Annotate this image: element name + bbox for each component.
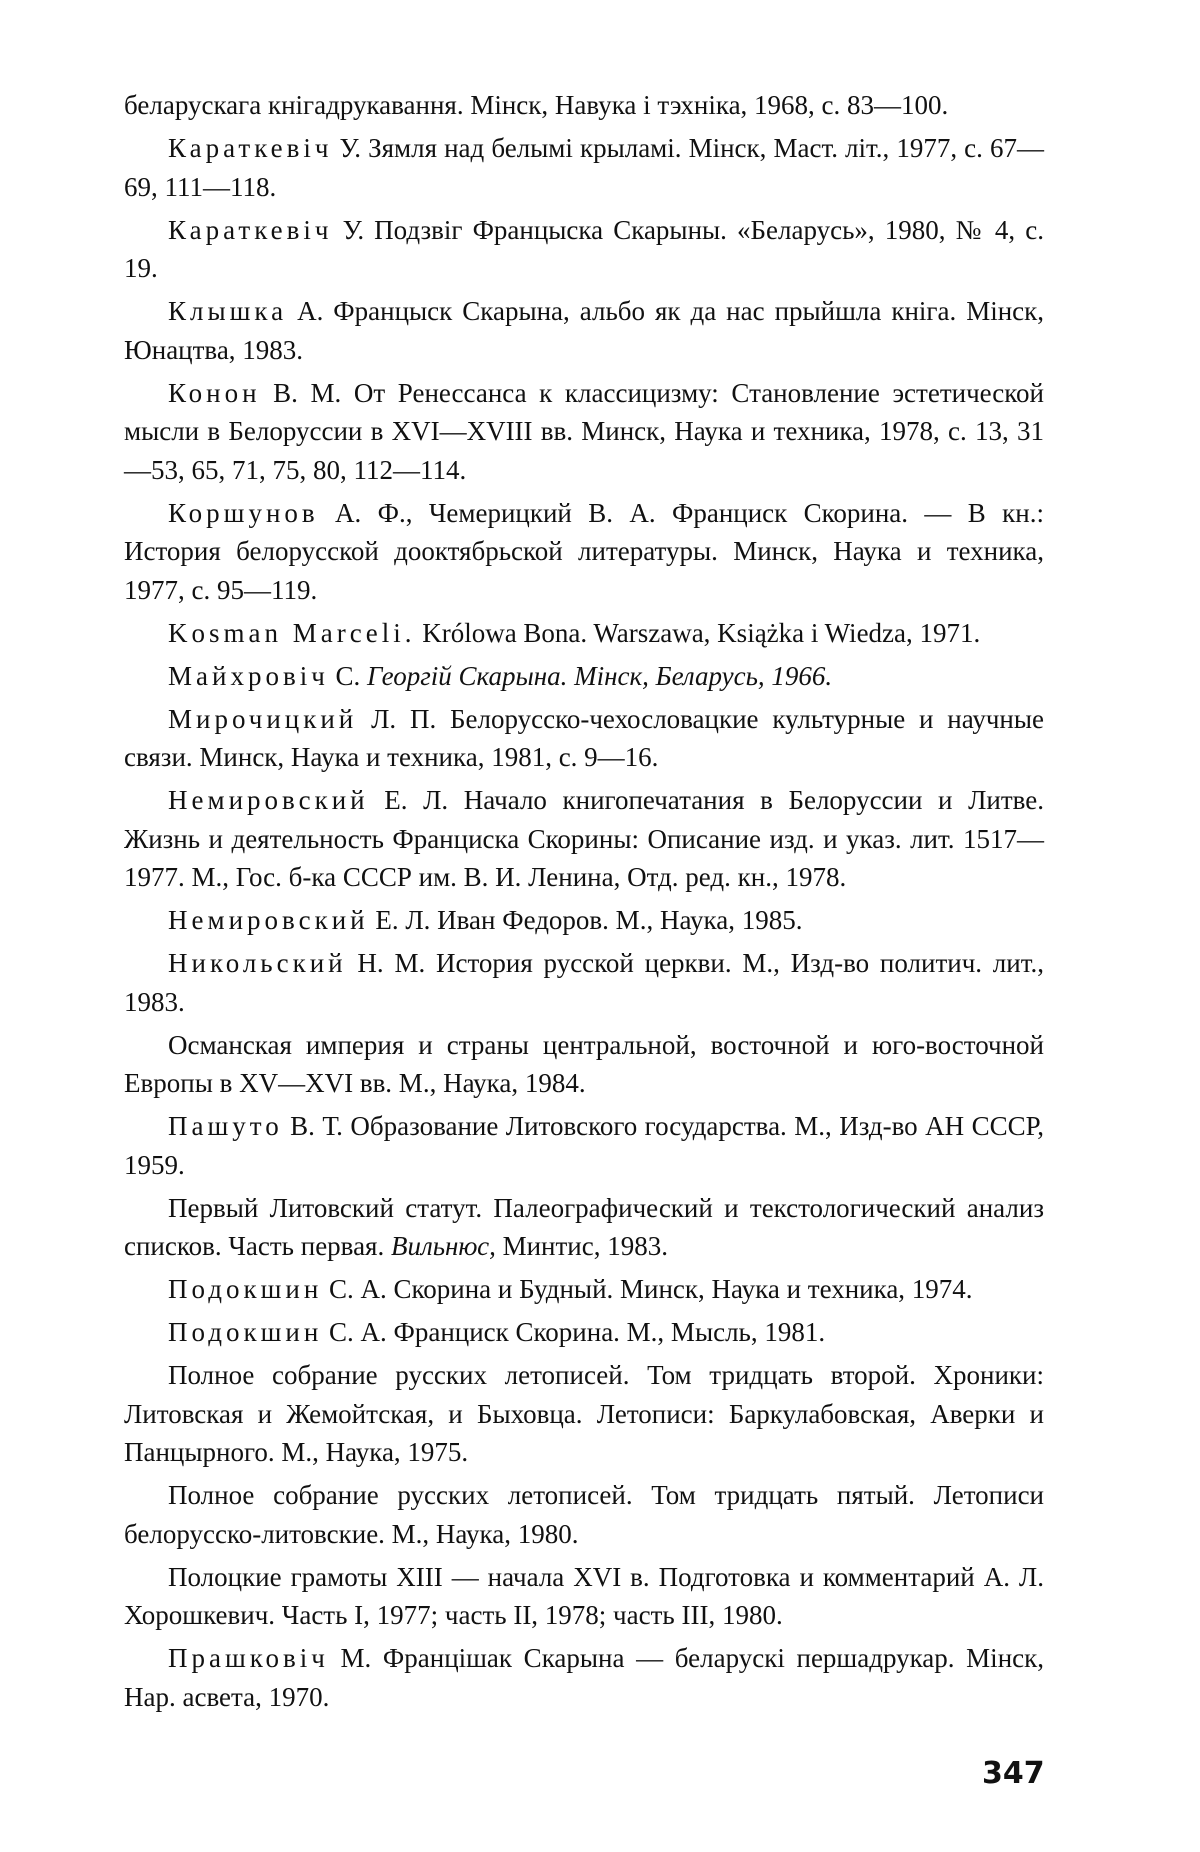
- entry-author: Никольский: [168, 948, 347, 978]
- entry-text: А. Францыск Скарына, альбо як да нас прыйшла кніга. Мінск, Юнацтва, 1983.: [124, 296, 1044, 365]
- entry-text: Н. М. История русской церкви. М., Изд-во политич. лит., 1983.: [124, 948, 1044, 1017]
- bibliography-entry: [124, 211, 1044, 288]
- entry-text: С.: [328, 660, 368, 691]
- entry-text: У. Подзвіг Францыска Скарыны. «Беларусь», 1980, № 4, с. 19.: [124, 214, 1044, 283]
- bibliography-entry: [124, 781, 1044, 897]
- entry-text: Л. П. Белорусско-чехословацкие культурные и научные связи. Минск, Наука и техника, 1981, с. 9—16.: [124, 703, 1044, 772]
- entry-text: У. Зямля над белымі крыламі. Мінск, Маст. літ., 1977, с. 67—69, 111—118.: [124, 133, 1044, 202]
- entry-text: Królowa Bona. Warszawa, Książka i Wiedza, 1971.: [415, 617, 981, 648]
- entry-text: беларускага кнігадрукавання. Мінск, Навука і тэхніка, 1968, с. 83—100.: [124, 90, 949, 120]
- entry-author: Коршунов: [168, 497, 319, 528]
- entry-author: Мирочицкий: [168, 703, 358, 734]
- entry-text: С. А. Франциск Скорина. М., Мысль, 1981.: [322, 1317, 826, 1347]
- bibliography-entry: [124, 1476, 1044, 1553]
- bibliography-entry: [124, 1026, 1044, 1103]
- bibliography-entry: [124, 1356, 1044, 1472]
- entry-tail-text: Минтис, 1983.: [495, 1231, 668, 1261]
- bibliography-entry: [124, 700, 1044, 777]
- entry-text: Османская империя и страны центральной, восточной и юго-восточной Европы в XV—XVI вв. М., Наука, 1984.: [124, 1029, 1044, 1098]
- entry-text: Полное собрание русских летописей. Том тридцать пятый. Летописи белорусско-литовские. М., Наука, 1980.: [124, 1480, 1044, 1549]
- entry-author: Пашуто: [168, 1111, 283, 1141]
- page-number: 347: [982, 1756, 1045, 1791]
- entry-italic-text: Вильнюс,: [390, 1231, 496, 1261]
- entry-author: Клышка: [168, 296, 288, 326]
- bibliography-entry: [124, 374, 1044, 490]
- bibliography-list: [124, 86, 1044, 1721]
- entry-text: Е. Л. Начало книгопечатания в Белоруссии и Литве. Жизнь и деятельность Франциска Скорины: Описание изд. и указ. лит. 1517—1977. М., Гос. б-ка СССР им. В. И. Ленина, Отд. ред. кн., 1978.: [124, 785, 1044, 892]
- entry-author: Подокшин: [168, 1317, 323, 1347]
- bibliography-entry: [124, 657, 1044, 696]
- entry-text: М. Францішак Скарына — беларускі першадрукар. Мінск, Нар. асвета, 1970.: [124, 1643, 1044, 1712]
- bibliography-entry: [124, 129, 1044, 206]
- entry-author: Прашковіч: [168, 1643, 329, 1673]
- entry-author: Конон: [168, 377, 261, 408]
- entry-text: Первый Литовский статут. Палеографический и текстологический анализ списков. Часть первая.: [124, 1192, 1044, 1261]
- entry-text: Е. Л. Иван Федоров. М., Наука, 1985.: [368, 905, 803, 935]
- entry-author: Майхровіч: [168, 660, 329, 691]
- entry-author: Караткевіч: [168, 133, 333, 163]
- entry-author: Kosman Marceli.: [168, 617, 416, 648]
- entry-text: В. М. От Ренессанса к классицизму: Становление эстетической мысли в Белоруссии в XVI—XVIII вв. Минск, Наука и техника, 1978, с. 13, 31—53, 65, 71, 75, 80, 112—114.: [124, 377, 1044, 485]
- entry-author: Подокшин: [168, 1274, 323, 1304]
- bibliography-entry: [124, 944, 1044, 1021]
- bibliography-entry: [124, 1270, 1044, 1309]
- entry-text: Полоцкие грамоты XIII — начала XVI в. Подготовка и комментарий А. Л. Хорошкевич. Часть I, 1977; часть II, 1978; часть III, 1980.: [124, 1561, 1044, 1630]
- bibliography-entry: [124, 494, 1044, 610]
- bibliography-entry: [124, 614, 1044, 653]
- bibliography-entry: [124, 1313, 1044, 1352]
- entry-italic-text: Георгій Скарына. Мінск, Беларусь, 1966.: [367, 660, 833, 691]
- bibliography-entry: [124, 292, 1044, 369]
- bibliography-entry: [124, 86, 1044, 125]
- entry-author: Немировский: [168, 785, 369, 815]
- bibliography-entry: [124, 1639, 1044, 1716]
- entry-text: А. Ф., Чемерицкий В. А. Франциск Скорина. — В кн.: История белорусской дооктябрьской литературы. Минск, Наука и техника, 1977, с. 95—119.: [124, 497, 1044, 605]
- bibliography-entry: [124, 1189, 1044, 1266]
- entry-text: С. А. Скорина и Будный. Минск, Наука и техника, 1974.: [322, 1274, 973, 1304]
- bibliography-entry: [124, 901, 1044, 940]
- bibliography-entry: [124, 1107, 1044, 1184]
- entry-author: Караткевіч: [168, 214, 333, 245]
- entry-text: В. Т. Образование Литовского государства. М., Изд-во АН СССР, 1959.: [124, 1111, 1044, 1180]
- bibliography-entry: [124, 1558, 1044, 1635]
- entry-author: Немировский: [168, 905, 369, 935]
- entry-text: Полное собрание русских летописей. Том тридцать второй. Хроники: Литовская и Жемойтская, и Быховца. Летописи: Баркулабовская, Аверки и Панцырного. М., Наука, 1975.: [124, 1360, 1044, 1467]
